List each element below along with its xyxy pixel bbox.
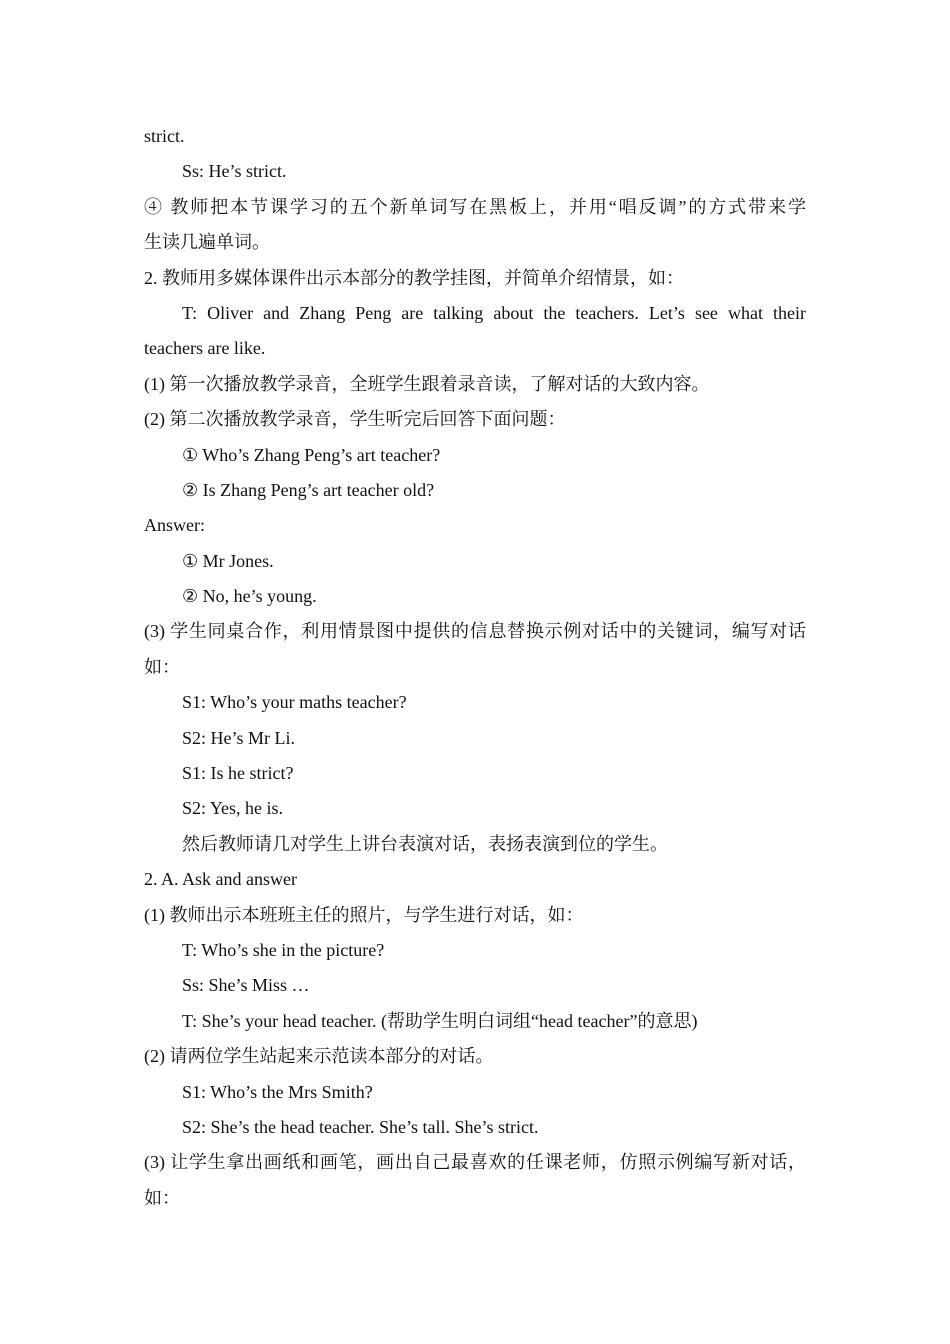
text-line: (1) 第一次播放教学录音，全班学生跟着录音读，了解对话的大致内容。	[144, 373, 710, 394]
text-line: (3) 让学生拿出画纸和画笔，画出自己最喜欢的任课老师，仿照示例编写新对话，	[144, 1152, 806, 1173]
text-line: 然后教师请几对学生上讲台表演对话，表扬表演到位的学生。	[182, 833, 668, 854]
text-line: (1) 教师出示本班班主任的照片，与学生进行对话，如：	[144, 904, 584, 925]
text-line: T: Oliver and Zhang Peng are talking about the teachers. Let’s see what their	[182, 302, 806, 323]
text-line: Answer:	[144, 515, 205, 536]
text-line: strict.	[144, 126, 185, 146]
text-line: 生读几遍单词。	[144, 232, 270, 253]
text-line: (2) 第二次播放教学录音，学生听完后回答下面问题：	[144, 409, 566, 430]
text-line: S2: He’s Mr Li.	[182, 727, 296, 748]
text-line: 2. 教师用多媒体课件出示本部分的教学挂图，并简单介绍情景，如：	[144, 267, 684, 288]
document-body	[144, 119, 806, 1216]
text-line: Ss: She’s Miss …	[182, 975, 310, 996]
text-line: T: She’s your head teacher. (帮助学生明白词组“head teacher”的意思)	[182, 1010, 698, 1031]
text-line: 2. A. Ask and answer	[144, 869, 297, 890]
text-line: (3) 学生同桌合作，利用情景图中提供的信息替换示例对话中的关键词，编写对话	[144, 621, 806, 642]
text-line: (2) 请两位学生站起来示范读本部分的对话。	[144, 1046, 494, 1067]
text-line: 如：	[144, 1187, 180, 1208]
text-line: S1: Who’s the Mrs Smith?	[182, 1081, 373, 1102]
text-line: S2: She’s the head teacher. She’s tall. She’s strict.	[182, 1116, 539, 1137]
text-line: ② Is Zhang Peng’s art teacher old?	[182, 479, 435, 500]
text-line: ④ 教师把本节课学习的五个新单词写在黑板上，并用“唱反调”的方式带来学	[144, 196, 806, 217]
text-line: ① Mr Jones.	[182, 550, 274, 571]
text-line: ② No, he’s young.	[182, 586, 317, 607]
text-line: Ss: He’s strict.	[182, 161, 287, 182]
text-line: ① Who’s Zhang Peng’s art teacher?	[182, 444, 441, 465]
text-line: S1: Is he strict?	[182, 763, 294, 784]
text-line: S2: Yes, he is.	[182, 798, 284, 819]
text-line: T: Who’s she in the picture?	[182, 939, 385, 960]
text-line: 如：	[144, 656, 180, 677]
text-line: teachers are like.	[144, 338, 266, 359]
text-line: S1: Who’s your maths teacher?	[182, 692, 407, 713]
